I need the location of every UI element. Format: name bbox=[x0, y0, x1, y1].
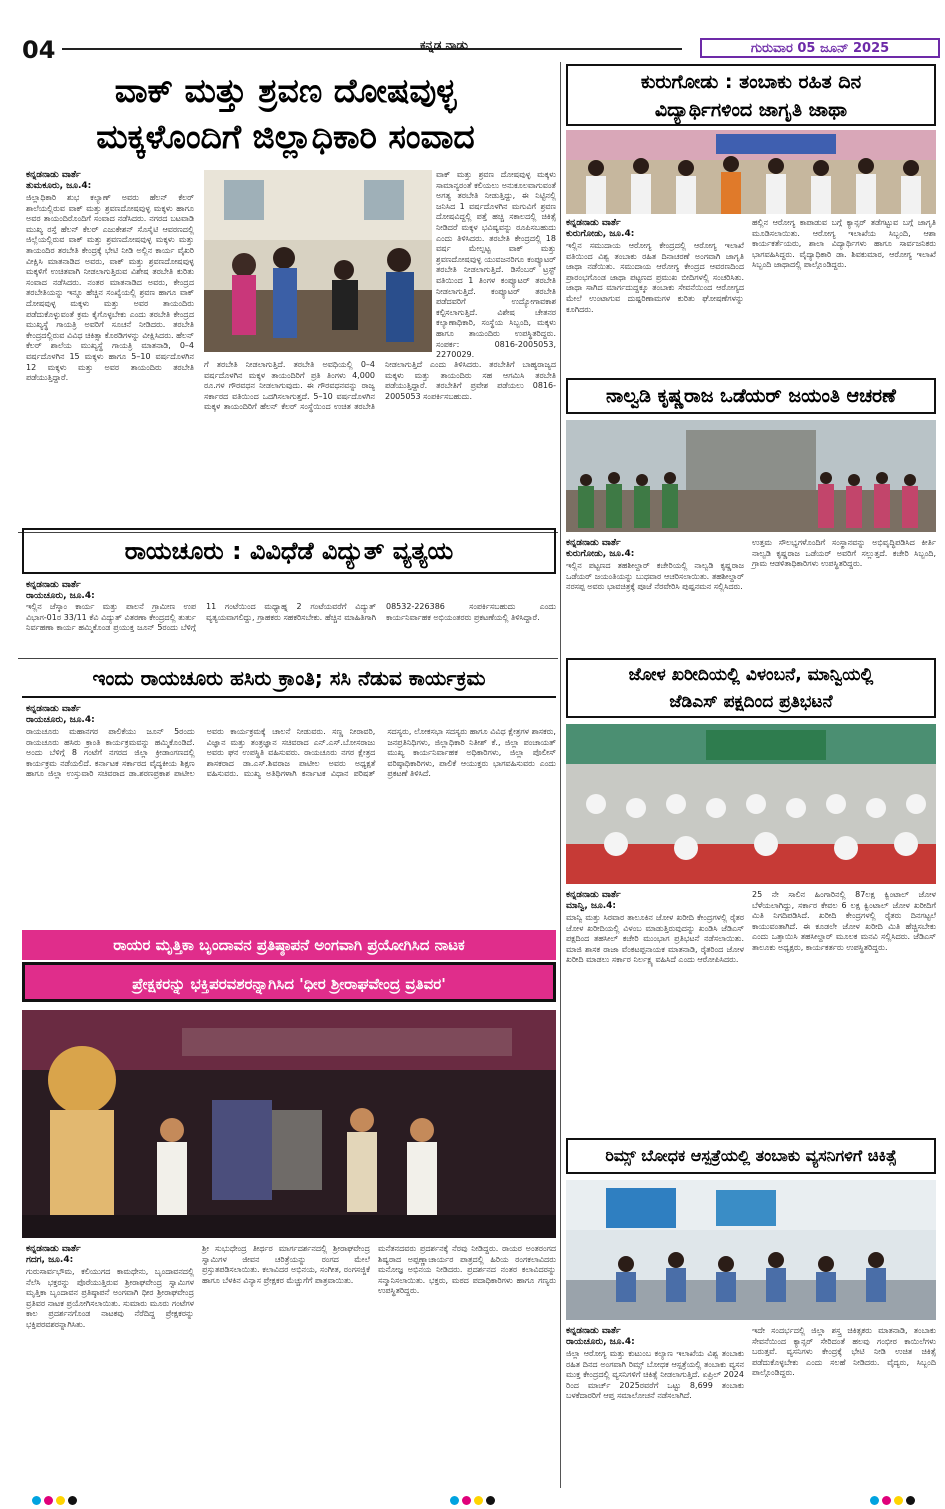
nalvadi-body-left: ಇಲ್ಲಿನ ಪಟ್ಟಣದ ತಹಶೀಲ್ದಾರ್ ಕಚೇರಿಯಲ್ಲಿ ನಾಲ್ವಡಿ ಕೃಷ್ಣರಾಜ ಒಡೆಯರ್ ಜಯಂತಿಯನ್ನು ಬುಧವಾರ ಆಚರಿಸಲಾಯಿತು. ತಹಶೀಲ್ದಾರ್ ನರಸಪ್ಪ ಅವರು ಭಾವಚಿತ್ರಕ್ಕೆ ಪೂಜೆ ನೆರವೇರಿಸಿ ಪುಷ್ಪನಮನ ಸಲ್ಲಿಸಿದರು. bbox=[566, 561, 744, 592]
deaf-mute-photo bbox=[204, 170, 432, 352]
cmyk-dot bbox=[44, 1496, 53, 1505]
header-rule bbox=[62, 48, 682, 50]
rims-headline: ರಿಮ್ಸ್ ಬೋಧಕ ಆಸ್ಪತ್ರೆಯಲ್ಲಿ ತಂಬಾಕು ವ್ಯಸನಿಗಳಿಗೆ ಚಿಕಿತ್ಸೆ bbox=[566, 1138, 936, 1174]
cmyk-dot bbox=[56, 1496, 65, 1505]
natak-photo bbox=[22, 1010, 556, 1238]
cmyk-marks-center bbox=[450, 1490, 498, 1509]
deaf-mute-body-right: ವಾಕ್ ಮತ್ತು ಶ್ರವಣ ದೋಷವುಳ್ಳ ಮಕ್ಕಳು ಸಾಮಾನ್ಯರಂತೆ ಕಲಿಯಲು ಅನುಕೂಲವಾಗುವಂತೆ ಅಗತ್ಯ ತರಬೇತಿ ನೀಡುತ್ತಿದ್ದು, ಈ ನಿಟ್ಟಿನಲ್ಲಿ ಜನಿಸಿದ 1 ವರ್ಷದೊಳಗಿನ ಮಗುವಿಗೆ ಶ್ರವಣ ದೋಷವಿದ್ದಲ್ಲಿ ಪತ್ತೆ ಹಚ್ಚಿ ಸಕಾಲದಲ್ಲಿ ಚಿಕಿತ್ಸೆ ನೀಡಿದರೆ ಮಕ್ಕಳ ಭವಿಷ್ಯವನ್ನು ರೂಪಿಸಬಹುದು ಎಂದು ತಿಳಿಸಿದರು. ತರಬೇತಿ ಕೇಂದ್ರದಲ್ಲಿ 18 ವರ್ಷ ಮೇಲ್ಪಟ್ಟ ವಾಕ್ ಮತ್ತು ಶ್ರವಣದೋಷವುಳ್ಳ ಯುವಜನರಿಗೂ ಕಂಪ್ಯೂಟರ್ ತರಬೇತಿ ನೀಡಲಾಗುತ್ತಿದೆ. ಡಿಸೆಂಬರ್ ಟ್ರಸ್ಟ್ ವತಿಯಿಂದ 1 ತಿಂಗಳ ಕಂಪ್ಯೂಟರ್ ತರಬೇತಿ ನೀಡಲಾಗುತ್ತಿದೆ. ಕಂಪ್ಯೂಟರ್ ತರಬೇತಿ ಪಡೆದವರಿಗೆ ಉದ್ಯೋಗಾವಕಾಶ ಕಲ್ಪಿಸಲಾಗುತ್ತಿದೆ. ವಿಶೇಷ ಚೇತನರ ಕಲ್ಯಾಣಾಧಿಕಾರಿ, ಸಂಸ್ಥೆಯ ಸಿಬ್ಬಂದಿ, ಮಕ್ಕಳು ಹಾಗೂ ತಾಯಂದಿರು ಉಪಸ್ಥಿತರಿದ್ದರು. ಸಂಪರ್ಕ: 0816-2005053, 2270029. bbox=[436, 170, 556, 360]
raichur-power-kicker: ಕನ್ನಡನಾಡು ವಾರ್ತೆ bbox=[26, 580, 81, 590]
rims-body-right: ಇದೇ ಸಂದರ್ಭದಲ್ಲಿ ಜಿಲ್ಲಾ ಶಸ್ತ್ರ ಚಿಕಿತ್ಸಕರು ಮಾತನಾಡಿ, ತಂಬಾಕು ಸೇವನೆಯಿಂದ ಕ್ಯಾನ್ಸರ್ ಸೇರಿದಂತೆ ಹಲವು ಗಂಭೀರ ಕಾಯಿಲೆಗಳು ಬರುತ್ತವೆ. ವ್ಯಸನಿಗಳು ಕೇಂದ್ರಕ್ಕೆ ಭೇಟಿ ನೀಡಿ ಉಚಿತ ಚಿಕಿತ್ಸೆ ಪಡೆದುಕೊಳ್ಳಬೇಕು ಎಂದು ಸಲಹೆ ನೀಡಿದರು. ವೈದ್ಯರು, ಸಿಬ್ಬಂದಿ ಪಾಲ್ಗೊಂಡಿದ್ದರು. bbox=[752, 1326, 936, 1378]
deaf-mute-headline bbox=[18, 68, 553, 160]
issue-date: ಗುರುವಾರ 05 ಜೂನ್ 2025 bbox=[700, 38, 940, 58]
raichur-green-headline: ಇಂದು ರಾಯಚೂರು ಹಸಿರು ಕ್ರಾಂತಿ; ಸಸಿ ನೆಡುವ ಕಾರ್ಯಕ್ರಮ bbox=[22, 662, 556, 698]
rims-body-left: ಜಿಲ್ಲಾ ಆರೋಗ್ಯ ಮತ್ತು ಕುಟುಂಬ ಕಲ್ಯಾಣ ಇಲಾಖೆಯ ವಿಶ್ವ ತಂಬಾಕು ರಹಿತ ದಿನದ ಅಂಗವಾಗಿ ರಿಮ್ಸ್ ಬೋಧಕ ಆಸ್ಪತ್ರೆಯಲ್ಲಿ ತಂಬಾಕು ವ್ಯಸನ ಮುಕ್ತ ಕೇಂದ್ರದಲ್ಲಿ ವ್ಯಸನಿಗಳಿಗೆ ಚಿಕಿತ್ಸೆ ನೀಡಲಾಗುತ್ತಿದೆ. ಏಪ್ರಿಲ್ 2024 ರಿಂದ ಮಾರ್ಚ್ 2025ರವರೆಗೆ ಒಟ್ಟು 8,699 ತಂಬಾಕು ಬಳಕೆದಾರರಿಗೆ ಆಪ್ತ ಸಮಾಲೋಚನೆ ನಡೆಸಲಾಗಿದೆ. bbox=[566, 1349, 744, 1401]
cmyk-dot bbox=[882, 1496, 891, 1505]
kurugodu-headline bbox=[566, 64, 936, 126]
natak-dateline: ಗದಗ, ಜೂ.4: bbox=[26, 1255, 74, 1265]
natak-body-mid: ಶ್ರೀ ಸುಭುಧೇಂದ್ರ ತೀರ್ಥರ ಮಾರ್ಗದರ್ಶನದಲ್ಲಿ ಶ್ರೀರಾಘವೇಂದ್ರ ಸ್ವಾಮಿಗಳ ಜೀವನ ಚರಿತ್ರೆಯನ್ನು ರಂಗದ ಮೇಲೆ ಪ್ರಸ್ತುತಪಡಿಸಲಾಯಿತು. ಕಲಾವಿದರ ಅಭಿನಯ, ಸಂಗೀತ, ರಂಗಸಜ್ಜಿಕೆ ಹಾಗೂ ಬೆಳಕಿನ ವಿನ್ಯಾಸ ಪ್ರೇಕ್ಷಕರ ಮೆಚ್ಚುಗೆಗೆ ಪಾತ್ರವಾಯಿತು. bbox=[202, 1244, 370, 1285]
divider bbox=[18, 658, 558, 659]
kurugodu-body-right: ಹಲ್ಲಿನ ಆರೋಗ್ಯ ಕಾಪಾಡುವ ಬಗ್ಗೆ ಕ್ಯಾನ್ಸರ್ ತಡೆಗಟ್ಟುವ ಬಗ್ಗೆ ಜಾಗೃತಿ ಮೂಡಿಸಲಾಯಿತು. ಆರೋಗ್ಯ ಇಲಾಖೆಯ ಸಿಬ್ಬಂದಿ, ಆಶಾ ಕಾರ್ಯಕರ್ತೆಯರು, ಶಾಲಾ ವಿದ್ಯಾರ್ಥಿಗಳು ಹಾಗೂ ಸಾರ್ವಜನಿಕರು ಭಾಗವಹಿಸಿದ್ದರು. ವೈದ್ಯಾಧಿಕಾರಿ ಡಾ. ಶಿವಕುಮಾರ, ಆರೋಗ್ಯ ಇಲಾಖೆ ಸಿಬ್ಬಂದಿ ಜಾಥಾದಲ್ಲಿ ಪಾಲ್ಗೊಂಡಿದ್ದರು. bbox=[752, 218, 936, 270]
deaf-mute-body-mid: ಗೆ ತರಬೇತಿ ನೀಡಲಾಗುತ್ತಿದೆ. ತರಬೇತಿ ಅವಧಿಯಲ್ಲಿ 0–4 ವರ್ಷದೊಳಗಿನ ಮಕ್ಕಳ ತಾಯಂದಿರಿಗೆ ಪ್ರತಿ ತಿಂಗಳು 4,000 ರೂ.ಗಳ ಗೌರವಧನ ನೀಡಲಾಗುವುದು. ಈ ಗೌರವಧನವನ್ನು ರಾಜ್ಯ ಸರ್ಕಾರದ ವತಿಯಿಂದ ಒದಗಿಸಲಾಗುತ್ತದೆ. 5–10 ವರ್ಷದೊಳಗಿನ ಮಕ್ಕಳ ತಾಯಂದಿರಿಗೆ ಹೆಲನ್ ಕೆಲರ್ ಸಂಸ್ಥೆಯಿಂದ ಉಚಿತ ತರಬೇತಿ ನೀಡಲಾಗುತ್ತಿದೆ ಎಂದು ತಿಳಿಸಿದರು. ತರಬೇತಿಗೆ ಬಾಹ್ಯರಾಜ್ಯದ ಮಕ್ಕಳು ಮತ್ತು ತಾಯಂದಿರು ಸಹ ಆಗಮಿಸಿ ತರಬೇತಿ ಪಡೆಯುತ್ತಿದ್ದಾರೆ. ತರಬೇತಿಗೆ ಪ್ರವೇಶ ಪಡೆಯಲು 0816-2005053 ಸಂಪರ್ಕಿಸಬಹುದು. bbox=[204, 360, 556, 412]
jds-photo bbox=[566, 724, 936, 884]
kurugodu-photo bbox=[566, 130, 936, 214]
cmyk-dot bbox=[894, 1496, 903, 1505]
deaf-mute-body-left: ಜಿಲ್ಲಾಧಿಕಾರಿ ಶುಭ ಕಲ್ಯಾಣ್ ಅವರು ಹೆಲನ್ ಕೆಲರ್ ಶಾಲೆಯಲ್ಲಿರುವ ವಾಕ್ ಮತ್ತು ಶ್ರವಣದೋಷವುಳ್ಳ ಮಕ್ಕಳು ಹಾಗೂ ಅವರ ತಾಯಂದಿರೊಂದಿಗೆ ಸಂವಾದ ನಡೆಸಿದರು. ನಗರದ ಬಟವಾಡಿ ಮುಖ್ಯ ರಸ್ತೆ ಹೆಲನ್ ಕೆಲರ್ ಎಜುಕೇಶನ್ ಸೊಸೈಟಿ ಆವರಣದಲ್ಲಿ ಜಿಲ್ಲೆಯಲ್ಲಿರುವ ವಾಕ್ ಮತ್ತು ಶ್ರವಣದೋಷವುಳ್ಳ ಮಕ್ಕಳು ಮತ್ತು ತಾಯಂದಿರ ತರಬೇತಿ ಕೇಂದ್ರಕ್ಕೆ ಭೇಟಿ ನೀಡಿ ಅಲ್ಲಿನ ಕಾರ್ಯ ವೈಖರಿ ವೀಕ್ಷಿಸಿ ಮಾತನಾಡಿದ ಅವರು, ವಾಕ್ ಮತ್ತು ಶ್ರವಣದೋಷವುಳ್ಳ ಮಕ್ಕಳಿಗೆ ಉಚಿತವಾಗಿ ನೀಡಲಾಗುತ್ತಿರುವ ವಿಶೇಷ ತರಬೇತಿ ಕುರಿತು ಸಂವಾದ ನಡೆಸಿದರು. ನಂತರ ಮಾತನಾಡಿದ ಅವರು, ಕೇಂದ್ರದ ತರಬೇತಿಯನ್ನು ಇನ್ನೂ ಹೆಚ್ಚಿನ ಸಂಖ್ಯೆಯಲ್ಲಿ ಶ್ರವಣ ಹಾಗೂ ವಾಕ್ ದೋಷವುಳ್ಳ ಮಕ್ಕಳು ಮತ್ತು ಅವರ ತಾಯಂದಿರು ಪಡೆದುಕೊಳ್ಳುವಂತೆ ಕ್ರಮ ಕೈಗೊಳ್ಳಬೇಕು ಎಂದು ತರಬೇತಿ ಕೇಂದ್ರದ ಮುಖ್ಯಸ್ಥೆ ಗಾಯತ್ರಿ ಅವರಿಗೆ ಸೂಚನೆ ನೀಡಿದರು. ತರಬೇತಿ ಕೇಂದ್ರದಲ್ಲಿರುವ ವಿವಿಧ ಚಿಕಿತ್ಸಾ ಕೊಠಡಿಗಳನ್ನು ವೀಕ್ಷಿಸಿದರು. ಹೆಲನ್ ಕೆಲರ್ ಶಾಲೆಯ ಮುಖ್ಯಸ್ಥೆ ಗಾಯತ್ರಿ ಮಾತನಾಡಿ, 0–4 ವರ್ಷದೊಳಗಿನ 15 ಮಕ್ಕಳು ಹಾಗೂ 5–10 ವರ್ಷದೊಳಗಿನ 12 ಮಕ್ಕಳು ಮತ್ತು ಅವರ ತಾಯಂದಿರು ತರಬೇತಿ ಪಡೆಯುತ್ತಿದ್ದಾರೆ. bbox=[26, 193, 194, 383]
column-separator bbox=[560, 62, 561, 1488]
deaf-mute-kicker: ಕನ್ನಡನಾಡು ವಾರ್ತೆ bbox=[26, 170, 81, 180]
deaf-mute-headline-line1: ವಾಕ್ ಮತ್ತು ಶ್ರವಣ ದೋಷವುಳ್ಳ bbox=[114, 71, 457, 110]
nalvadi-photo bbox=[566, 420, 936, 532]
raichur-green-kicker: ಕನ್ನಡನಾಡು ವಾರ್ತೆ bbox=[26, 704, 81, 714]
jds-dateline: ಮಾನ್ವಿ, ಜೂ.4: bbox=[566, 901, 616, 911]
nalvadi-headline: ನಾಲ್ವಡಿ ಕೃಷ್ಣರಾಜ ಒಡೆಯರ್ ಜಯಂತಿ ಆಚರಣೆ bbox=[566, 378, 936, 414]
natak-kicker: ಕನ್ನಡನಾಡು ವಾರ್ತೆ bbox=[26, 1244, 81, 1254]
cmyk-dot bbox=[450, 1496, 459, 1505]
nalvadi-dateline: ಕುರುಗೋಡು, ಜೂ.4: bbox=[566, 549, 635, 559]
natak-headline-line1: ರಾಯರ ಮೃತ್ತಿಕಾ ಬೃಂದಾವನ ಪ್ರತಿಷ್ಠಾಪನೆ ಅಂಗವಾಗಿ ಪ್ರಯೋಗಿಸಿದ ನಾಟಕ bbox=[22, 930, 556, 960]
deaf-mute-headline-line2: ಮಕ್ಕಳೊಂದಿಗೆ ಜಿಲ್ಲಾಧಿಕಾರಿ ಸಂವಾದ bbox=[96, 117, 475, 156]
kurugodu-kicker: ಕನ್ನಡನಾಡು ವಾರ್ತೆ bbox=[566, 218, 621, 228]
raichur-green-body: ರಾಯಚೂರು ಮಹಾನಗರ ಪಾಲಿಕೆಯು ಜೂನ್ 5ರಂದು ರಾಯಚೂರು ಹಸಿರು ಕ್ರಾಂತಿ ಕಾರ್ಯಕ್ರಮವನ್ನು ಹಮ್ಮಿಕೊಂಡಿದೆ. ಅಂದು ಬೆಳಿಗ್ಗೆ 8 ಗಂಟೆಗೆ ನಗರದ ಜಿಲ್ಲಾ ಕ್ರೀಡಾಂಗಣದಲ್ಲಿ ಕಾರ್ಯಕ್ರಮ ನಡೆಯಲಿದೆ. ಕರ್ನಾಟಕ ಸರ್ಕಾರದ ವೈದ್ಯಕೀಯ ಶಿಕ್ಷಣ ಹಾಗೂ ಜಿಲ್ಲಾ ಉಸ್ತುವಾರಿ ಸಚಿವರಾದ ಡಾ.ಶರಣಪ್ರಕಾಶ ಪಾಟೀಲ ಅವರು ಕಾರ್ಯಕ್ರಮಕ್ಕೆ ಚಾಲನೆ ನೀಡುವರು. ಸಣ್ಣ ನೀರಾವರಿ, ವಿಜ್ಞಾನ ಮತ್ತು ತಂತ್ರಜ್ಞಾನ ಸಚಿವರಾದ ಎನ್.ಎಸ್.ಬೋಸರಾಜು ಅವರು ಘನ ಉಪಸ್ಥಿತಿ ವಹಿಸುವರು. ರಾಯಚೂರು ನಗರ ಕ್ಷೇತ್ರದ ಶಾಸಕರಾದ ಡಾ.ಎಸ್.ಶಿವರಾಜ ಪಾಟೀಲ ಅವರು ಅಧ್ಯಕ್ಷತೆ ವಹಿಸುವರು. ಮುಖ್ಯ ಅತಿಥಿಗಳಾಗಿ ಕರ್ನಾಟಕ ವಿಧಾನ ಪರಿಷತ್ ಸದಸ್ಯರು, ಲೋಕಸಭಾ ಸದಸ್ಯರು ಹಾಗೂ ವಿವಿಧ ಕ್ಷೇತ್ರಗಳ ಶಾಸಕರು, ಜನಪ್ರತಿನಿಧಿಗಳು, ಜಿಲ್ಲಾಧಿಕಾರಿ ನಿತೀಶ್ ಕೆ., ಜಿಲ್ಲಾ ಪಂಚಾಯತ್ ಮುಖ್ಯ ಕಾರ್ಯನಿರ್ವಾಹಕ ಅಧಿಕಾರಿಗಳು, ಜಿಲ್ಲಾ ಪೊಲೀಸ್ ವರಿಷ್ಠಾಧಿಕಾರಿಗಳು, ಪಾಲಿಕೆ ಆಯುಕ್ತರು ಭಾಗವಹಿಸುವರು ಎಂದು ಪ್ರಕಟಣೆ ತಿಳಿಸಿದೆ. bbox=[26, 727, 556, 779]
kurugodu-dateline: ಕುರುಗೋಡು, ಜೂ.4: bbox=[566, 229, 635, 239]
natak-body-left: ಗುರುಸಾರ್ವಭೌಮ, ಕಲಿಯುಗದ ಕಾಮಧೇನು, ಬೃಂದಾವನದಲ್ಲಿ ನೆಲೆಸಿ ಭಕ್ತರನ್ನು ಪೊರೆಯುತ್ತಿರುವ ಶ್ರೀರಾಘವೇಂದ್ರ ಸ್ವಾಮಿಗಳ ಮೃತ್ತಿಕಾ ಬೃಂದಾವನ ಪ್ರತಿಷ್ಠಾಪನೆ ಅಂಗವಾಗಿ ಧೀರ ಶ್ರೀರಾಘವೇಂದ್ರ ವ್ರತಿವರ ನಾಟಕ ಪ್ರಯೋಗಿಸಲಾಯಿತು. ಸುಮಾರು ಮೂರು ಗಂಟೆಗಳ ಕಾಲ ಪ್ರದರ್ಶನಗೊಂಡ ನಾಟಕವು ನೆರೆದಿದ್ದ ಪ್ರೇಕ್ಷಕರನ್ನು ಭಕ್ತಿಪರವಶರನ್ನಾಗಿಸಿತು. bbox=[26, 1267, 194, 1329]
jds-body-left: ಮಾನ್ವಿ ಮತ್ತು ಸಿರವಾರ ತಾಲೂಕಿನ ಜೋಳ ಖರೀದಿ ಕೇಂದ್ರಗಳಲ್ಲಿ ರೈತರ ಜೋಳ ಖರೀದಿಯಲ್ಲಿ ವಿಳಂಬ ಮಾಡುತ್ತಿರುವುದನ್ನು ಖಂಡಿಸಿ ಜೆಡಿಎಸ್ ಪಕ್ಷದಿಂದ ತಹಸೀಲ್ ಕಚೇರಿ ಮುಂಭಾಗ ಪ್ರತಿಭಟನೆ ನಡೆಸಲಾಯಿತು. ಮಾಜಿ ಶಾಸಕ ರಾಜಾ ವೆಂಕಟಪ್ಪನಾಯಕ ಮಾತನಾಡಿ, ರೈತರಿಂದ ಜೋಳ ಖರೀದಿ ಮಾಡಲು ಸರ್ಕಾರ ನಿರ್ಲಕ್ಷ್ಯ ವಹಿಸಿದೆ ಎಂದು ಆರೋಪಿಸಿದರು. bbox=[566, 913, 744, 965]
nalvadi-body-right: ಉತ್ತಮ ಸೌಲಭ್ಯಗಳೊಂದಿಗೆ ಸಂಸ್ಥಾನವನ್ನು ಅಭಿವೃದ್ಧಿಪಡಿಸಿದ ಕೀರ್ತಿ ನಾಲ್ವಡಿ ಕೃಷ್ಣರಾಜ ಒಡೆಯರ್ ಅವರಿಗೆ ಸಲ್ಲುತ್ತದೆ. ಕಚೇರಿ ಸಿಬ್ಬಂದಿ, ಗ್ರಾಮ ಆಡಳಿತಾಧಿಕಾರಿಗಳು ಉಪಸ್ಥಿತರಿದ್ದರು. bbox=[752, 538, 936, 569]
cmyk-dot bbox=[68, 1496, 77, 1505]
kurugodu-headline-line2: ವಿದ್ಯಾರ್ಥಿಗಳಿಂದ ಜಾಗೃತಿ ಜಾಥಾ bbox=[654, 99, 848, 121]
raichur-power-body: ಇಲ್ಲಿನ ಜೆಸ್ಕಾಂ ಕಾರ್ಯ ಮತ್ತು ಪಾಲನೆ ಗ್ರಾಮೀಣ ಉಪ ವಿಭಾಗ-01ರ 33/11 ಕೆವಿ ವಿದ್ಯುತ್ ವಿತರಣಾ ಕೇಂದ್ರದಲ್ಲಿ ತುರ್ತು ನಿರ್ವಹಣಾ ಕಾರ್ಯ ಹಮ್ಮಿಕೊಂಡ ಪ್ರಯುಕ್ತ ಜೂನ್ 5ರಂದು ಬೆಳಿಗ್ಗೆ 11 ಗಂಟೆಯಿಂದ ಮಧ್ಯಾಹ್ನ 2 ಗಂಟೆಯವರೆಗೆ ವಿದ್ಯುತ್ ವ್ಯತ್ಯಯವಾಗಲಿದ್ದು, ಗ್ರಾಹಕರು ಸಹಕರಿಸಬೇಕು. ಹೆಚ್ಚಿನ ಮಾಹಿತಿಗಾಗಿ 08532-226386 ಸಂಪರ್ಕಿಸಬಹುದು ಎಂದು ಕಾರ್ಯನಿರ್ವಾಹಕ ಅಭಿಯಂತರರು ಪ್ರಕಟಣೆಯಲ್ಲಿ ತಿಳಿಸಿದ್ದಾರೆ. bbox=[26, 602, 556, 633]
nalvadi-kicker: ಕನ್ನಡನಾಡು ವಾರ್ತೆ bbox=[566, 538, 621, 548]
jds-headline-line2: ಜೆಡಿಎಸ್ ಪಕ್ಷದಿಂದ ಪ್ರತಿಭಟನೆ bbox=[669, 692, 833, 712]
page-number: 04 bbox=[22, 36, 56, 64]
natak-body-right: ಮನೆತನದವರು ಪ್ರದರ್ಶನಕ್ಕೆ ನೆರವು ನೀಡಿದ್ದರು. ರಾಯರ ಅಂತರಂಗದ ಶಿಷ್ಯರಾದ ಅಪ್ಪಣ್ಣಾಚಾರ್ಯರ ಪಾತ್ರದಲ್ಲಿ ಹಿರಿಯ ರಂಗಕಲಾವಿದರು ಮನೋಜ್ಞ ಅಭಿನಯ ನೀಡಿದರು. ಪ್ರದರ್ಶನದ ನಂತರ ಕಲಾವಿದರನ್ನು ಸನ್ಮಾನಿಸಲಾಯಿತು. ಭಕ್ತರು, ಮಠದ ಪದಾಧಿಕಾರಿಗಳು ಹಾಗೂ ಗಣ್ಯರು ಉಪಸ್ಥಿತರಿದ್ದರು. bbox=[378, 1244, 556, 1296]
raichur-green-dateline: ರಾಯಚೂರು, ಜೂ.4: bbox=[26, 715, 95, 725]
jds-kicker: ಕನ್ನಡನಾಡು ವಾರ್ತೆ bbox=[566, 890, 621, 900]
cmyk-dot bbox=[474, 1496, 483, 1505]
cmyk-dot bbox=[462, 1496, 471, 1505]
kurugodu-headline-line1: ಕುರುಗೋಡು : ತಂಬಾಕು ರಹಿತ ದಿನ bbox=[640, 71, 862, 93]
cmyk-dot bbox=[32, 1496, 41, 1505]
cmyk-dot bbox=[906, 1496, 915, 1505]
cmyk-marks-left bbox=[32, 1490, 80, 1509]
cmyk-marks-right bbox=[870, 1490, 918, 1509]
cmyk-dot bbox=[870, 1496, 879, 1505]
jds-headline-line1: ಜೋಳ ಖರೀದಿಯಲ್ಲಿ ವಿಳಂಬನೆ, ಮಾನ್ವಿಯಲ್ಲಿ bbox=[628, 665, 874, 685]
natak-headline-line2: ಪ್ರೇಕ್ಷಕರನ್ನು ಭಕ್ತಿಪರವಶರನ್ನಾಗಿಸಿದ 'ಧೀರ ಶ್ರೀರಾಘವೇಂದ್ರ ವ್ರತಿವರ' bbox=[22, 962, 556, 1002]
deaf-mute-dateline: ತುಮಕೂರು, ಜೂ.4: bbox=[26, 181, 92, 191]
jds-headline bbox=[566, 658, 936, 718]
kurugodu-body-left: ಇಲ್ಲಿನ ಸಮುದಾಯ ಆರೋಗ್ಯ ಕೇಂದ್ರದಲ್ಲಿ ಆರೋಗ್ಯ ಇಲಾಖೆ ವತಿಯಿಂದ ವಿಶ್ವ ತಂಬಾಕು ರಹಿತ ದಿನಾಚರಣೆ ಅಂಗವಾಗಿ ಜಾಗೃತಿ ಜಾಥಾ ನಡೆಯಿತು. ಸಮುದಾಯ ಆರೋಗ್ಯ ಕೇಂದ್ರದ ಆವರಣದಿಂದ ಪ್ರಾರಂಭಗೊಂಡ ಜಾಥಾ ಪಟ್ಟಣದ ಪ್ರಮುಖ ಬೀದಿಗಳಲ್ಲಿ ಸಂಚರಿಸಿತು. ಜಾಥಾ ಸಾಗಿದ ಮಾರ್ಗದುದ್ದಕ್ಕೂ ತಂಬಾಕು ಸೇವನೆಯಿಂದ ಆರೋಗ್ಯದ ಮೇಲೆ ಉಂಟಾಗುವ ದುಷ್ಪರಿಣಾಮಗಳ ಕುರಿತು ಘೋಷಣೆಗಳನ್ನು ಕೂಗಿದರು. bbox=[566, 241, 744, 314]
rims-photo bbox=[566, 1180, 936, 1320]
jds-body-right: 25 ನೇ ಸಾಲಿನ ಹಿಂಗಾರಿನಲ್ಲಿ 87ಲಕ್ಷ ಕ್ವಿಂಟಾಲ್ ಜೋಳ ಬೆಳೆಯಲಾಗಿದ್ದು, ಸರ್ಕಾರ ಕೇವಲ 6 ಲಕ್ಷ ಕ್ವಿಂಟಾಲ್ ಜೋಳ ಖರೀದಿಗೆ ಮಿತಿ ನಿಗದಿಪಡಿಸಿದೆ. ಖರೀದಿ ಕೇಂದ್ರಗಳಲ್ಲಿ ರೈತರು ದಿನಗಟ್ಟಲೆ ಕಾಯುವಂತಾಗಿದೆ. ಈ ಕೂಡಲೇ ಜೋಳ ಖರೀದಿ ಮಿತಿ ಹೆಚ್ಚಿಸಬೇಕು ಎಂದು ಒತ್ತಾಯಿಸಿ ತಹಸೀಲ್ದಾರ್ ಮೂಲಕ ಮನವಿ ಸಲ್ಲಿಸಿದರು. ಜೆಡಿಎಸ್ ತಾಲೂಕು ಅಧ್ಯಕ್ಷರು, ಕಾರ್ಯಕರ್ತರು ಉಪಸ್ಥಿತರಿದ್ದರು. bbox=[752, 890, 936, 952]
rims-kicker: ಕನ್ನಡನಾಡು ವಾರ್ತೆ bbox=[566, 1326, 621, 1336]
raichur-power-headline: ರಾಯಚೂರು : ವಿವಿಧೆಡೆ ವಿದ್ಯುತ್ ವ್ಯತ್ಯಯ bbox=[22, 528, 556, 574]
rims-dateline: ರಾಯಚೂರು, ಜೂ.4: bbox=[566, 1337, 635, 1347]
raichur-power-dateline: ರಾಯಚೂರು, ಜೂ.4: bbox=[26, 591, 95, 601]
paper-name: ಕನ್ನಡ ನಾಡು bbox=[420, 38, 468, 52]
cmyk-dot bbox=[486, 1496, 495, 1505]
